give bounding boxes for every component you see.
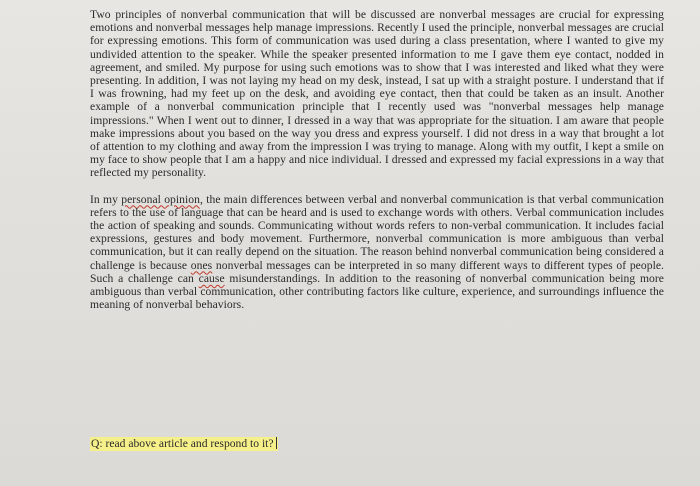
- paragraph-text: nonverbal messages can be interpreted in so many different ways to different types of people. Such a challenge can: [90, 258, 664, 285]
- paragraph-text: Two principles of nonverbal communication that will be discussed are nonverbal messages are crucial for expressing emotions and nonverbal messages help manage impressions. Recently I used the principle, nonverbal messages are crucial for expressing emotions. This form of communication was used during a class presentation, where I wanted to give my undivided attention to the speaker. While the speaker presented information to me I gave them eye contact, nodded in agreement, and smiled. My purpose for using such emotions was to show that I was interested and liked what they were presenting. In addition, I was not laying my head on my desk, instead, I sat up with a straight posture. I understand that if I was frowning, had my feet up on the desk, and avoiding eye contact, then that could be taken as an insult. Another example of a nonverbal communication principle that I recently used was "nonverbal messages help manage impressions." When I went out to dinner, I dressed in a way that was appropriate for the situation. I am aware that people make impressions about you based on the way you dress and express yourself. I did not dress in a way that brought a lot of attention to my clothing and away from the impression I was trying to manage. Along with my outfit, I kept a smile on my face to show people that I am a happy and nice individual. I dressed and expressed my facial expressions in a way that reflected my personality.: [90, 8, 664, 180]
- question-line[interactable]: [90, 437, 278, 451]
- spellcheck-flagged-word: personal opinion: [121, 192, 200, 206]
- text-cursor: [276, 437, 277, 449]
- question-text: Q: read above article and respond to it?: [91, 437, 274, 450]
- paragraph-text: In my: [90, 192, 122, 206]
- paragraph-2: [90, 193, 664, 312]
- paragraph-1: [90, 8, 664, 180]
- paragraph-text: , the main differences between verbal and nonverbal communication is that verbal communication refers to the use of language that can be heard and is used to exchange words with others. Verbal communication includes the action of speaking and sounds. Communicating without words refers to non-verbal communication. It includes facial expressions, gestures and body movement. Furthermore, nonverbal communication is more ambiguous than verbal communication, but it can really depend on the situation. The reason behind nonverbal communication being considered a challenge is because: [90, 192, 664, 272]
- spellcheck-flagged-word: ones: [190, 258, 213, 272]
- paragraph-text: misunderstandings. In addition to the reasoning of nonverbal communication being more ambiguous than verbal communication, other contributing factors like culture, experience, and surroundings influence the meaning of nonverbal behaviors.: [90, 271, 665, 312]
- article-body: [90, 8, 664, 311]
- spellcheck-flagged-word: cause: [198, 271, 225, 285]
